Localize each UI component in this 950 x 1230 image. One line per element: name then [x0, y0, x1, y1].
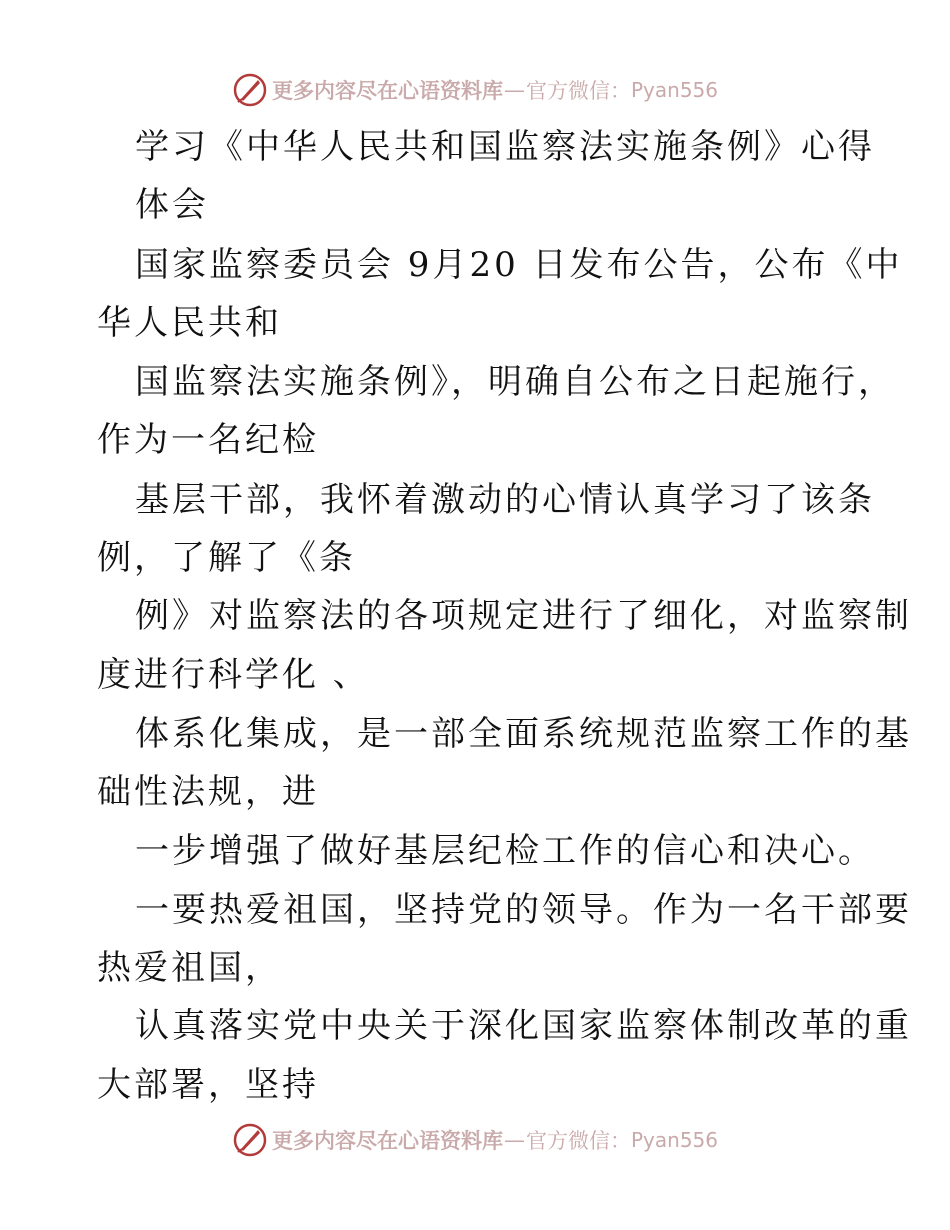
body-line: 热爱祖国，	[97, 948, 282, 988]
quill-logo-icon	[232, 1122, 268, 1158]
body-line: 作为一名纪检	[97, 420, 319, 460]
body-line: 例》对监察法的各项规定进行了细化，对监察制	[135, 596, 912, 636]
watermark-dash: —	[504, 78, 525, 102]
body-line: 大部署，坚持	[97, 1065, 319, 1105]
watermark-header	[232, 70, 718, 110]
watermark-footer	[232, 1120, 718, 1160]
watermark-handle: Pyan556	[631, 78, 719, 102]
body-line: 国家监察委员会 9月20 日发布公告，公布《中	[135, 245, 903, 285]
watermark-handle: Pyan556	[631, 1128, 719, 1152]
body-line: 体系化集成，是一部全面系统规范监察工作的基	[135, 714, 912, 754]
watermark-wechat-label: 官方微信：	[526, 1129, 631, 1153]
body-line: 度进行科学化 、	[97, 655, 370, 695]
body-line: 基层干部，我怀着激动的心情认真学习了该条	[135, 480, 875, 520]
body-line: 一步增强了做好基层纪检工作的信心和决心。	[135, 831, 875, 871]
quill-logo-icon	[232, 72, 268, 108]
body-line: 础性法规，进	[97, 772, 319, 812]
watermark-lead: 更多内容尽在心语资料库	[272, 78, 503, 103]
body-line: 一要热爱祖国，坚持党的领导。作为一名干部要	[135, 890, 912, 930]
watermark-wechat-label: 官方微信：	[526, 79, 631, 103]
title-line: 学习《中华人民共和国监察法实施条例》心得	[135, 127, 875, 167]
body-line: 例，了解了《条	[97, 538, 356, 578]
title-line: 体会	[135, 185, 209, 225]
body-line: 认真落实党中央关于深化国家监察体制改革的重	[135, 1006, 912, 1046]
watermark-dash: —	[504, 1128, 525, 1152]
body-line: 国监察法实施条例》，明确自公布之日起施行，	[135, 362, 895, 402]
watermark-lead: 更多内容尽在心语资料库	[272, 1128, 503, 1153]
body-line: 华人民共和	[97, 303, 282, 343]
